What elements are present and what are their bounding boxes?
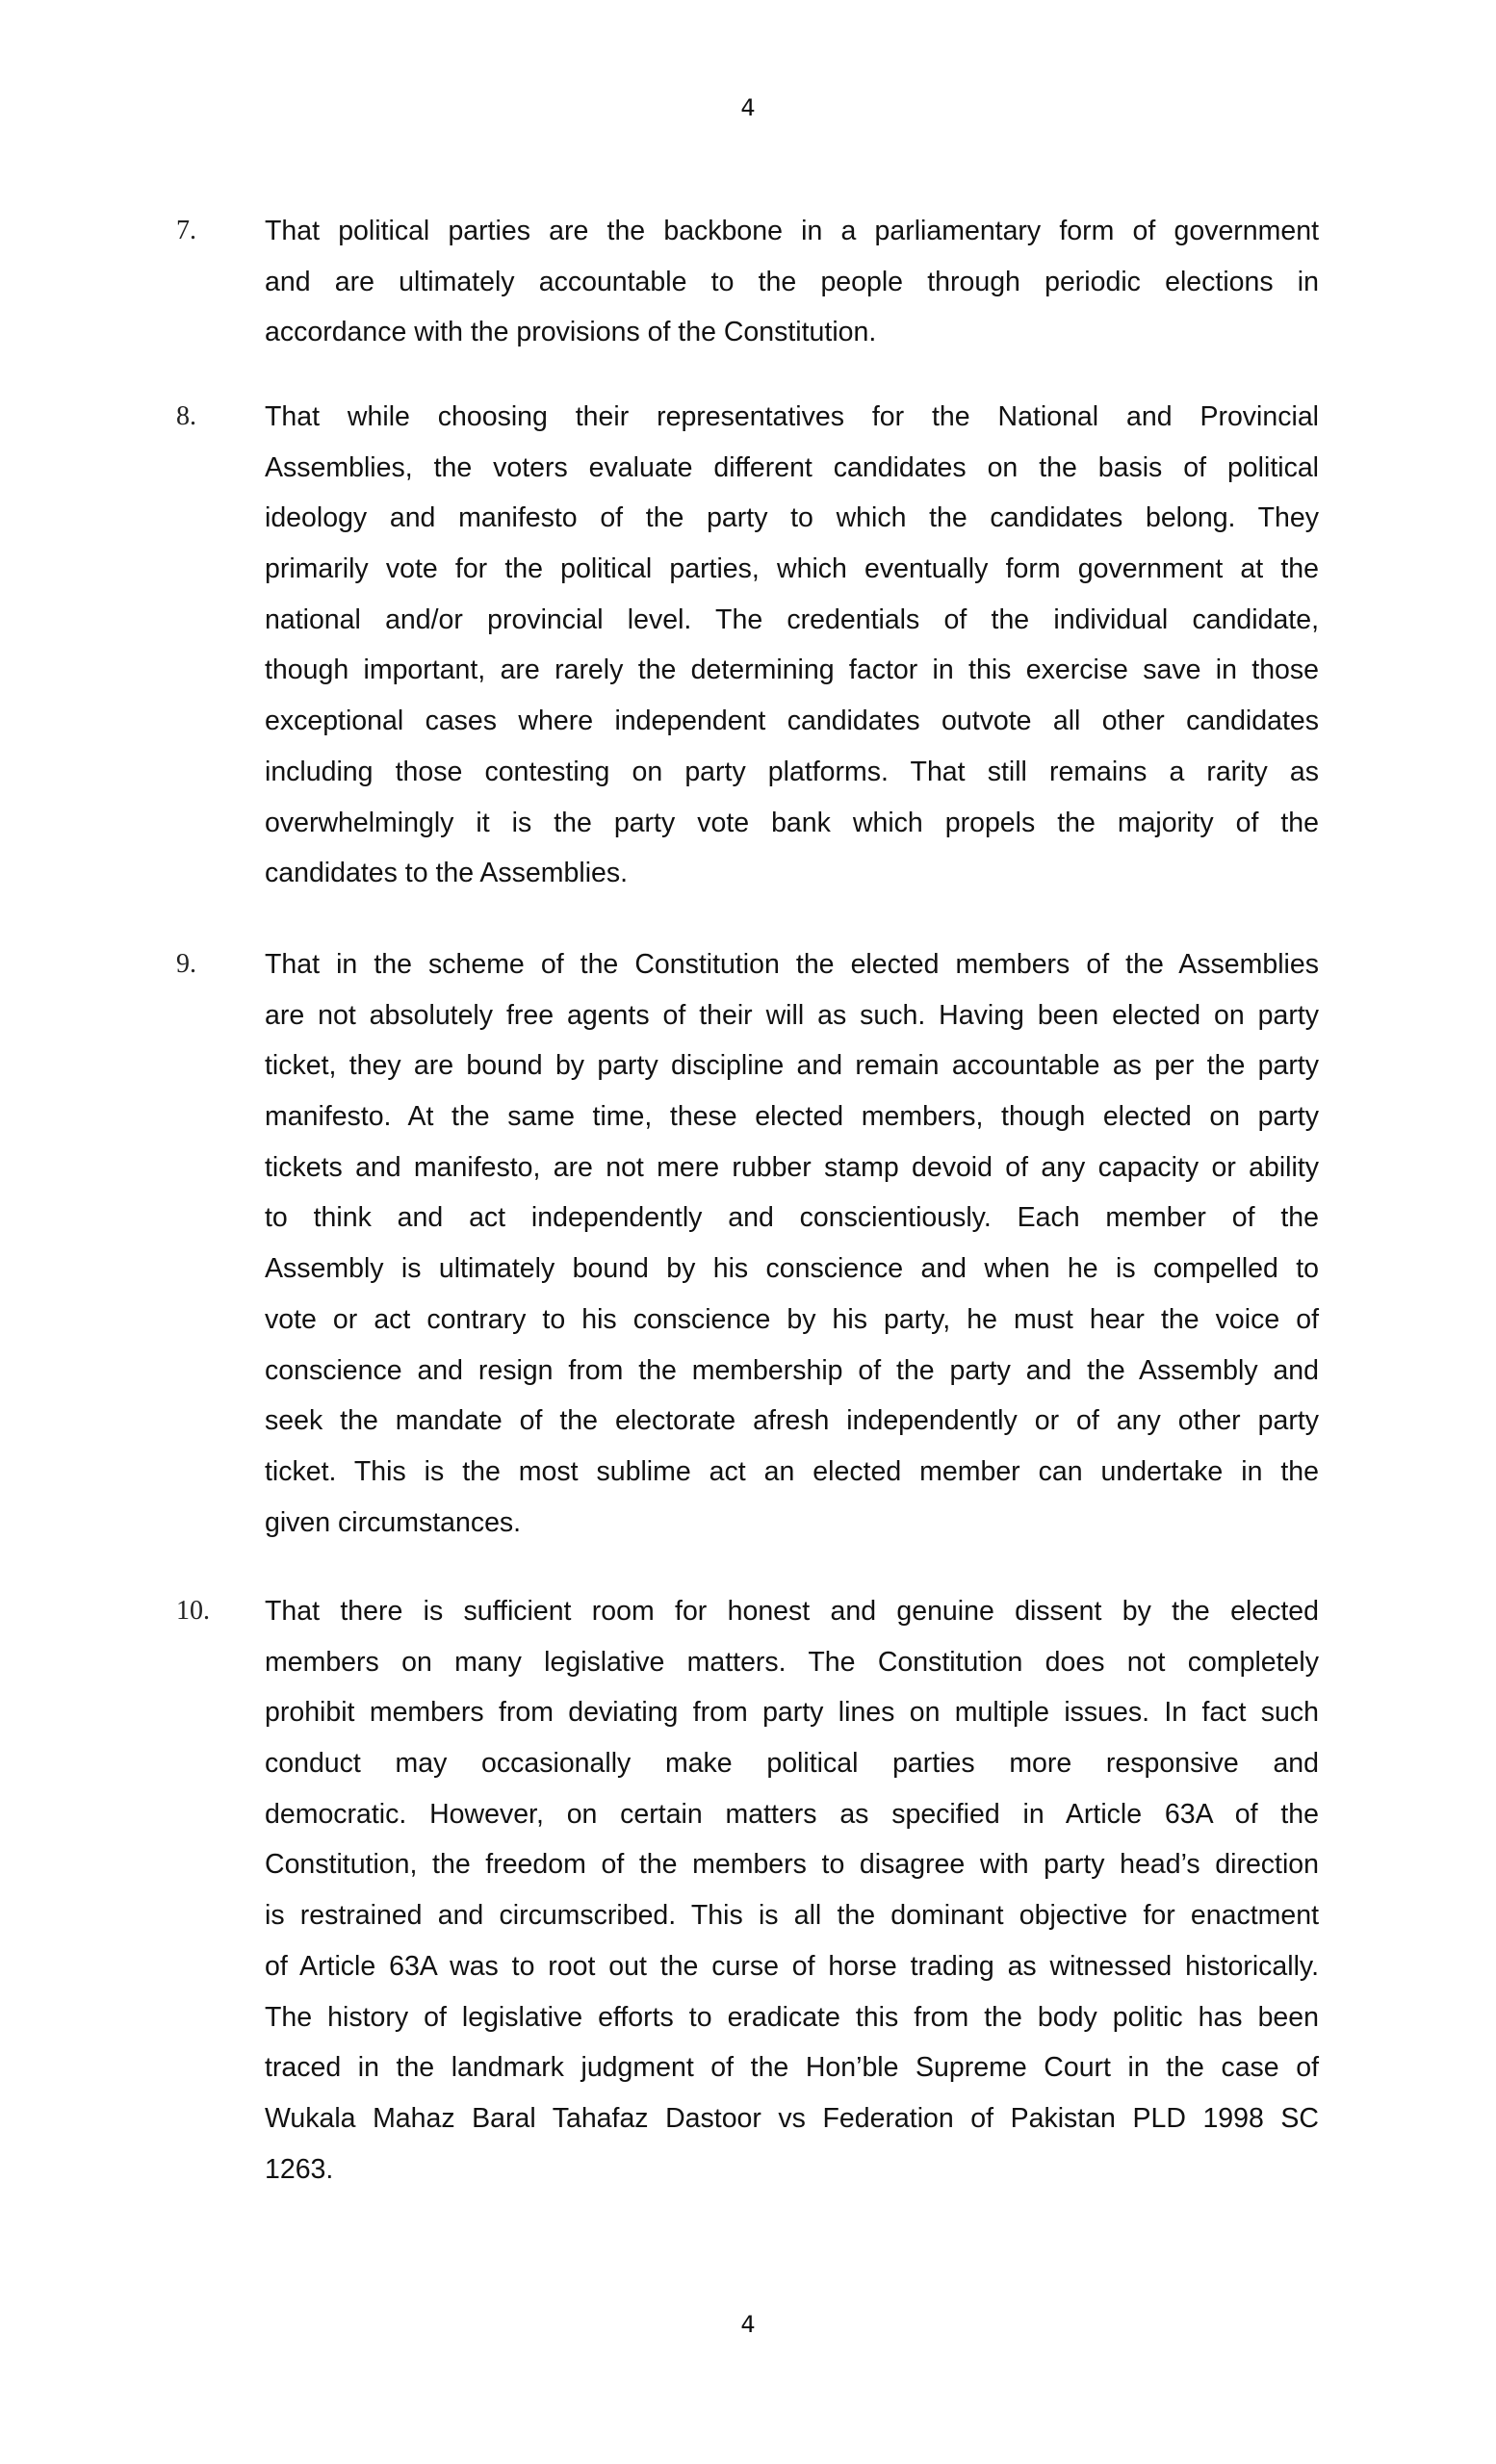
text-line: Assembly is ultimately bound by his conscience and when he is compelled to — [265, 1253, 1319, 1285]
text-line: Constitution, the freedom of the members to disagree with party head’s direction — [265, 1849, 1319, 1881]
text-line: manifesto. At the same time, these elected members, though elected on party — [265, 1101, 1319, 1133]
page-number-footer: 4 — [740, 2311, 756, 2338]
text-line: is restrained and circumscribed. This is all the dominant objective for enactment — [265, 1900, 1319, 1932]
text-line: seek the mandate of the electorate afresh independently or of any other party — [265, 1405, 1319, 1437]
paragraph-number: 10. — [176, 1596, 210, 1626]
paragraph-number: 9. — [176, 949, 196, 979]
text-line: candidates to the Assemblies. — [265, 858, 629, 889]
text-line: That there is sufficient room for honest and genuine dissent by the elected — [265, 1596, 1319, 1627]
text-line: including those contesting on party platforms. That still remains a rarity as — [265, 756, 1319, 787]
paragraph-text — [265, 1586, 1319, 2194]
paragraph-number: 7. — [176, 216, 196, 245]
page-number-header: 4 — [740, 94, 756, 121]
text-line: are not absolutely free agents of their will as such. Having been elected on party — [265, 999, 1319, 1031]
text-line: 1263. — [265, 2153, 334, 2185]
text-line: given circumstances. — [265, 1506, 522, 1538]
text-line: primarily vote for the political parties, which eventually form government at the — [265, 553, 1319, 585]
text-line: ideology and manifesto of the party to which the candidates belong. They — [265, 502, 1319, 534]
text-line: Assemblies, the voters evaluate different candidates on the basis of political — [265, 451, 1319, 483]
text-line: vote or act contrary to his conscience by his party, he must hear the voice of — [265, 1303, 1319, 1335]
text-line: conscience and resign from the membership of the party and the Assembly and — [265, 1354, 1319, 1386]
paragraph-text — [265, 206, 1319, 358]
text-line: national and/or provincial level. The credentials of the individual candidate, — [265, 603, 1319, 635]
text-line: overwhelmingly it is the party vote bank which propels the majority of the — [265, 807, 1319, 838]
text-line: That political parties are the backbone in a parliamentary form of government — [265, 216, 1319, 246]
text-line: accordance with the provisions of the Constitution. — [265, 317, 877, 348]
text-line: tickets and manifesto, are not mere rubber stamp devoid of any capacity or ability — [265, 1151, 1319, 1183]
text-line: ticket. This is the most sublime act an elected member can undertake in the — [265, 1455, 1319, 1487]
text-line: That in the scheme of the Constitution the elected members of the Assemblies — [265, 949, 1319, 980]
text-line: prohibit members from deviating from party lines on multiple issues. In fact such — [265, 1697, 1319, 1729]
text-line: Wukala Mahaz Baral Tahafaz Dastoor vs Federation of Pakistan PLD 1998 SC — [265, 2102, 1319, 2134]
paragraph-text — [265, 939, 1319, 1548]
text-line: conduct may occasionally make political parties more responsive and — [265, 1748, 1319, 1780]
text-line: members on many legislative matters. The Constitution does not completely — [265, 1646, 1319, 1678]
text-line: traced in the landmark judgment of the Hon’ble Supreme Court in the case of — [265, 2052, 1319, 2084]
text-line: and are ultimately accountable to the people through periodic elections in — [265, 266, 1319, 297]
text-line: though important, are rarely the determining factor in this exercise save in those — [265, 654, 1319, 686]
paragraph-number: 8. — [176, 401, 196, 431]
text-line: ticket, they are bound by party discipline and remain accountable as per the party — [265, 1050, 1319, 1082]
text-line: to think and act independently and conscientiously. Each member of the — [265, 1202, 1319, 1234]
text-line: That while choosing their representatives for the National and Provincial — [265, 401, 1319, 432]
text-line: democratic. However, on certain matters as specified in Article 63A of the — [265, 1798, 1319, 1830]
text-line: of Article 63A was to root out the curse of horse trading as witnessed historically. — [265, 1950, 1319, 1982]
paragraph-text — [265, 392, 1319, 899]
text-line: exceptional cases where independent candidates outvote all other candidates — [265, 706, 1319, 737]
text-line: The history of legislative efforts to eradicate this from the body politic has been — [265, 2001, 1319, 2033]
